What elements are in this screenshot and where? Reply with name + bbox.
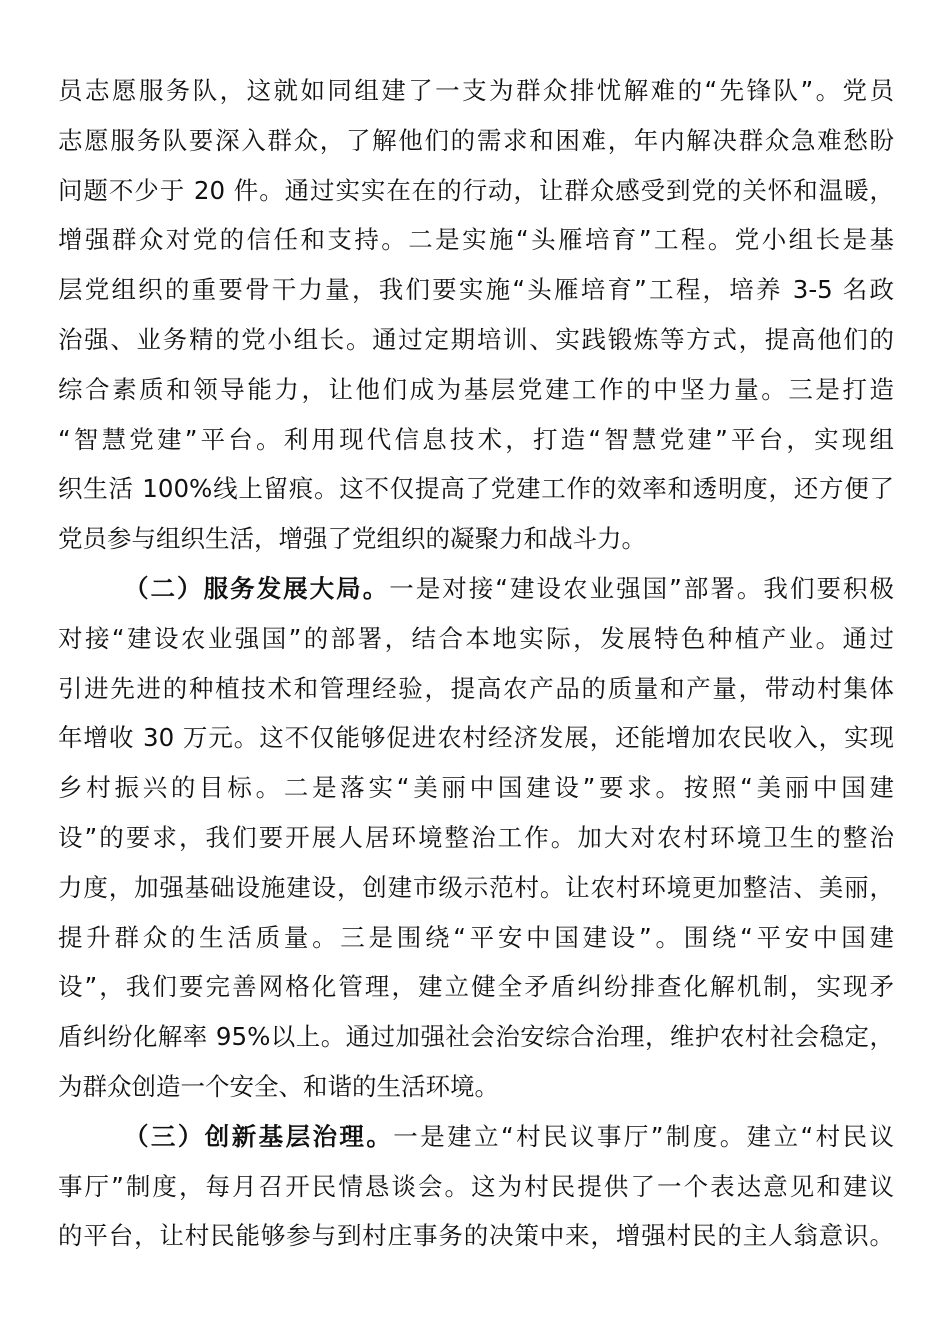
text-line: 问题不少于 20 件。通过实实在在的行动，让群众感受到党的关怀和温暖， bbox=[58, 175, 894, 205]
text-line: “智慧党建”平台。利用现代信息技术，打造“智慧党建”平台，实现组 bbox=[58, 424, 894, 454]
text-line: 增强群众对党的信任和支持。二是实施“头雁培育”工程。党小组长是基 bbox=[58, 225, 894, 255]
text-line: 对接“建设农业强国”的部署，结合本地实际，发展特色种植产业。通过 bbox=[58, 623, 894, 653]
paragraph-grassroots-governance bbox=[58, 1112, 894, 1261]
text-line: 员志愿服务队，这就如同组建了一支为群众排忧解难的“先锋队”。党员 bbox=[58, 76, 894, 105]
text-run: 一是对接“建设农业强国”部署。我们要积极 bbox=[389, 573, 895, 603]
text-line: 事厅”制度，每月召开民情恳谈会。这为村民提供了一个表达意见和建议 bbox=[58, 1171, 894, 1201]
text-line: 乡村振兴的目标。二是落实“美丽中国建设”要求。按照“美丽中国建 bbox=[58, 773, 894, 803]
section-heading: （二）服务发展大局。 bbox=[124, 573, 390, 603]
text-line-with-heading bbox=[58, 1112, 894, 1162]
text-line: 层党组织的重要骨干力量，我们要实施“头雁培育”工程，培养 3-5 名政 bbox=[58, 275, 894, 305]
text-line: 党员参与组织生活，增强了党组织的凝聚力和战斗力。 bbox=[58, 524, 646, 554]
text-line: 为群众创造一个安全、和谐的生活环境。 bbox=[58, 1071, 499, 1101]
text-line: 引进先进的种植技术和管理经验，提高农产品的质量和产量，带动村集体 bbox=[58, 673, 894, 703]
text-line: 的平台，让村民能够参与到村庄事务的决策中来，增强村民的主人翁意识。 bbox=[58, 1221, 894, 1251]
section-heading: （三）创新基层治理。 bbox=[124, 1121, 394, 1151]
text-line: 力度，加强基础设施建设，创建市级示范村。让农村环境更加整洁、美丽， bbox=[58, 872, 894, 902]
text-line: 盾纠纷化解率 95%以上。通过加强社会治安综合治理，维护农村社会稳定， bbox=[58, 1022, 894, 1052]
text-line: 设”的要求，我们要开展人居环境整治工作。加大对农村环境卫生的整治 bbox=[58, 822, 894, 852]
text-line: 治强、业务精的党小组长。通过定期培训、实践锻炼等方式，提高他们的 bbox=[58, 324, 894, 354]
text-run: 一是建立“村民议事厅”制度。建立“村民议 bbox=[393, 1121, 895, 1151]
text-line: 设”，我们要完善网格化管理，建立健全矛盾纠纷排查化解机制，实现矛 bbox=[58, 972, 894, 1002]
document-page bbox=[58, 66, 894, 1261]
paragraph-service-development bbox=[58, 564, 894, 1112]
text-line: 年增收 30 万元。这不仅能够促进农村经济发展，还能增加农民收入，实现 bbox=[58, 723, 894, 753]
text-line: 织生活 100%线上留痕。这不仅提高了党建工作的效率和透明度，还方便了 bbox=[58, 474, 894, 504]
text-line: 志愿服务队要深入群众，了解他们的需求和困难，年内解决群众急难愁盼 bbox=[58, 125, 894, 155]
text-line: 综合素质和领导能力，让他们成为基层党建工作的中坚力量。三是打造 bbox=[58, 374, 894, 404]
paragraph-party-building-continued bbox=[58, 66, 894, 564]
text-line-with-heading bbox=[58, 564, 894, 614]
text-line: 提升群众的生活质量。三是围绕“平安中国建设”。围绕“平安中国建 bbox=[58, 922, 894, 952]
